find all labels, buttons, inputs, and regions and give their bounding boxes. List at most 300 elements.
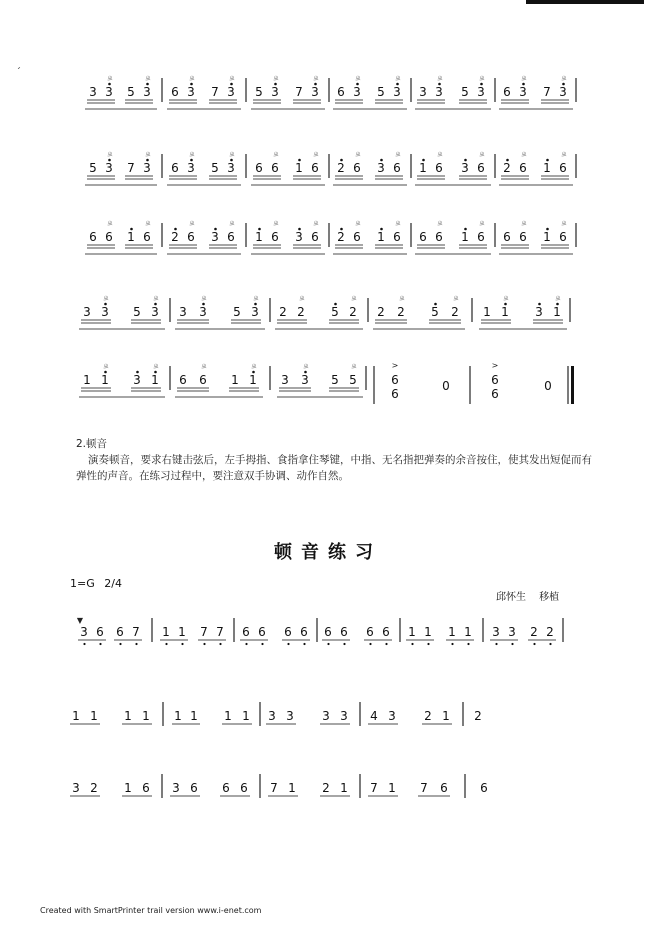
note-digit: 2 — [337, 230, 345, 244]
high-octave-dot — [154, 371, 157, 374]
note-digit: 1 — [142, 709, 150, 723]
note-digit: 6 — [435, 161, 443, 175]
note-digit: 3 — [151, 305, 159, 319]
time-signature: 2/4 — [104, 577, 122, 590]
note-digit: 6 — [503, 230, 511, 244]
note-digit: 3 — [388, 709, 396, 723]
note-digit: 2 — [424, 709, 432, 723]
fingering-mark: ㄓ — [394, 219, 402, 227]
note-digit: 7 — [216, 625, 224, 639]
note-digit: 6 — [491, 373, 499, 387]
fingering-mark: ㄓ — [452, 294, 460, 302]
low-octave-dot — [165, 643, 167, 645]
note-digit: 3 — [377, 161, 385, 175]
fingering-mark: ㄓ — [560, 219, 568, 227]
high-octave-dot — [190, 159, 193, 162]
note-digit: 6 — [271, 161, 279, 175]
fingering-mark: ㄓ — [478, 150, 486, 158]
note-digit: 6 — [440, 781, 448, 795]
note-digit: 2 — [377, 305, 385, 319]
note-digit: 6 — [187, 230, 195, 244]
note-digit: 1 — [543, 161, 551, 175]
note-digit: 5 — [349, 373, 357, 387]
fingering-mark: ㄓ — [554, 294, 562, 302]
low-octave-dot — [427, 643, 429, 645]
note-digit: 3 — [535, 305, 543, 319]
note-digit: 3 — [268, 709, 276, 723]
high-octave-dot — [380, 228, 383, 231]
note-digit: 2 — [322, 781, 330, 795]
note-digit: 6 — [271, 230, 279, 244]
note-digit: 6 — [340, 625, 348, 639]
note-digit: 2 — [503, 161, 511, 175]
note-digit: 7 — [370, 781, 378, 795]
note-digit: 1 — [127, 230, 135, 244]
low-octave-dot — [245, 643, 247, 645]
high-octave-dot — [438, 83, 441, 86]
low-octave-dot — [119, 643, 121, 645]
note-digit: 6 — [353, 161, 361, 175]
note-digit: 3 — [271, 85, 279, 99]
high-octave-dot — [396, 83, 399, 86]
note-digit: 6 — [105, 230, 113, 244]
high-octave-dot — [546, 228, 549, 231]
technique-section — [76, 436, 596, 484]
low-octave-dot — [467, 643, 469, 645]
high-octave-dot — [334, 303, 337, 306]
note-digit: 3 — [353, 85, 361, 99]
note-digit: 7 — [420, 781, 428, 795]
note-digit: 3 — [172, 781, 180, 795]
note-digit: 2 — [530, 625, 538, 639]
note-digit: 3 — [199, 305, 207, 319]
fingering-mark: ㄓ — [228, 219, 236, 227]
high-octave-dot — [136, 371, 139, 374]
note-digit: 1 — [124, 709, 132, 723]
note-digit: 2 — [397, 305, 405, 319]
note-digit: 1 — [543, 230, 551, 244]
note-digit: 3 — [477, 85, 485, 99]
high-octave-dot — [146, 83, 149, 86]
high-octave-dot — [556, 303, 559, 306]
note-digit: 3 — [227, 161, 235, 175]
low-octave-dot — [83, 643, 85, 645]
note-digit: 2 — [171, 230, 179, 244]
note-digit: 1 — [249, 373, 257, 387]
high-octave-dot — [380, 159, 383, 162]
note-digit: 3 — [187, 161, 195, 175]
fingering-mark: ㄓ — [436, 219, 444, 227]
breath-mark: ▼ — [76, 616, 84, 625]
fingering-mark: ㄓ — [188, 150, 196, 158]
low-octave-dot — [369, 643, 371, 645]
note-digit: 5 — [461, 85, 469, 99]
low-octave-dot — [411, 643, 413, 645]
note-digit: 1 — [255, 230, 263, 244]
fingering-mark: ㄓ — [152, 294, 160, 302]
note-digit: 5 — [89, 161, 97, 175]
note-digit: 6 — [227, 230, 235, 244]
fingering-mark: ㄓ — [272, 219, 280, 227]
note-digit: 3 — [340, 709, 348, 723]
note-digit: 1 — [461, 230, 469, 244]
note-digit: 1 — [72, 709, 80, 723]
note-digit: 1 — [242, 709, 250, 723]
key-signature: 1=G — [70, 577, 95, 590]
fingering-mark: ㄓ — [144, 219, 152, 227]
note-digit: 6 — [519, 161, 527, 175]
note-digit: 2 — [279, 305, 287, 319]
high-octave-dot — [480, 83, 483, 86]
note-digit: 6 — [559, 161, 567, 175]
note-digit: 6 — [382, 625, 390, 639]
high-octave-dot — [104, 303, 107, 306]
note-digit: 1 — [174, 709, 182, 723]
note-digit: 3 — [295, 230, 303, 244]
note-digit: 5 — [133, 305, 141, 319]
note-digit: 3 — [393, 85, 401, 99]
fingering-mark: ㄓ — [152, 362, 160, 370]
fingering-mark: ㄓ — [228, 150, 236, 158]
high-octave-dot — [154, 303, 157, 306]
high-octave-dot — [190, 83, 193, 86]
note-digit: 3 — [311, 85, 319, 99]
note-digit: 4 — [370, 709, 378, 723]
note-digit: 6 — [190, 781, 198, 795]
fingering-mark: ㄓ — [200, 362, 208, 370]
note-digit: 1 — [178, 625, 186, 639]
note-digit: 6 — [366, 625, 374, 639]
high-octave-dot — [422, 159, 425, 162]
note-digit: 5 — [233, 305, 241, 319]
note-digit: 3 — [211, 230, 219, 244]
note-digit: 6 — [240, 781, 248, 795]
note-digit: 6 — [171, 85, 179, 99]
fingering-mark: ㄓ — [102, 294, 110, 302]
note-digit: 6 — [143, 230, 151, 244]
fingering-mark: ㄓ — [188, 74, 196, 82]
high-octave-dot — [274, 83, 277, 86]
fingering-mark: ㄓ — [144, 150, 152, 158]
stray-mark: ˊ — [16, 67, 21, 78]
fingering-mark: ㄓ — [302, 362, 310, 370]
low-octave-dot — [385, 643, 387, 645]
fingering-mark: ㄓ — [312, 150, 320, 158]
fingering-mark: ㄓ — [272, 150, 280, 158]
fingering-mark: ㄓ — [560, 74, 568, 82]
high-octave-dot — [538, 303, 541, 306]
note-digit: 3 — [83, 305, 91, 319]
low-octave-dot — [495, 643, 497, 645]
fingering-mark: ㄓ — [312, 219, 320, 227]
note-digit: 2 — [451, 305, 459, 319]
fingering-mark: ㄓ — [350, 362, 358, 370]
final-bar-thick — [571, 366, 574, 404]
low-octave-dot — [99, 643, 101, 645]
note-digit: 3 — [492, 625, 500, 639]
note-digit: 7 — [127, 161, 135, 175]
fingering-mark: ㄓ — [394, 74, 402, 82]
fingering-mark: ㄓ — [502, 294, 510, 302]
low-octave-dot — [181, 643, 183, 645]
note-digit: 1 — [442, 709, 450, 723]
note-digit: 6 — [491, 387, 499, 401]
low-octave-dot — [261, 643, 263, 645]
note-digit: 6 — [353, 230, 361, 244]
high-octave-dot — [340, 159, 343, 162]
note-digit: 6 — [116, 625, 124, 639]
footer-watermark: Created with SmartPrinter trail version www.i-enet.com — [40, 906, 262, 915]
fingering-mark: ㄓ — [102, 362, 110, 370]
fingering-mark: ㄓ — [200, 294, 208, 302]
note-digit: 1 — [464, 625, 472, 639]
note-digit: 3 — [80, 625, 88, 639]
note-digit: 1 — [162, 625, 170, 639]
high-octave-dot — [504, 303, 507, 306]
note-digit: 7 — [132, 625, 140, 639]
low-octave-dot — [533, 643, 535, 645]
high-octave-dot — [464, 159, 467, 162]
fingering-mark: ㄓ — [312, 74, 320, 82]
note-digit: 1 — [288, 781, 296, 795]
low-octave-dot — [219, 643, 221, 645]
fingering-mark: ㄓ — [250, 362, 258, 370]
note-digit: 3 — [301, 373, 309, 387]
note-digit: 6 — [391, 373, 399, 387]
note-digit: 7 — [543, 85, 551, 99]
low-octave-dot — [327, 643, 329, 645]
key-meter — [70, 577, 122, 590]
technique-paragraph: 演奏顿音，要求右键击弦后，左手拇指、食指拿住琴键，中指、无名指把弹奏的余音按住，使其发出短促而有弹性的声音。在练习过程中，要注意双手协调、动作自然。 — [76, 454, 592, 482]
note-digit: 1 — [553, 305, 561, 319]
fingering-mark: ㄓ — [106, 150, 114, 158]
note-digit: 6 — [435, 230, 443, 244]
high-octave-dot — [356, 83, 359, 86]
note-digit: 3 — [251, 305, 259, 319]
note-digit: 6 — [300, 625, 308, 639]
note-digit: 5 — [431, 305, 439, 319]
accent-mark: > — [491, 361, 499, 370]
fingering-mark: ㄓ — [106, 219, 114, 227]
note-digit: 3 — [519, 85, 527, 99]
high-octave-dot — [314, 83, 317, 86]
note-digit: 6 — [503, 85, 511, 99]
high-octave-dot — [434, 303, 437, 306]
note-digit: 1 — [151, 373, 159, 387]
note-digit: 3 — [508, 625, 516, 639]
fingering-mark: ㄓ — [228, 74, 236, 82]
fingering-mark: ㄓ — [520, 150, 528, 158]
fingering-mark: ㄓ — [394, 150, 402, 158]
note-digit: 1 — [190, 709, 198, 723]
high-octave-dot — [108, 83, 111, 86]
note-digit: 6 — [311, 230, 319, 244]
note-digit: 6 — [477, 230, 485, 244]
fingering-mark: ㄓ — [354, 150, 362, 158]
note-digit: 3 — [559, 85, 567, 99]
low-octave-dot — [203, 643, 205, 645]
note-digit: 1 — [231, 373, 239, 387]
low-octave-dot — [287, 643, 289, 645]
high-octave-dot — [230, 83, 233, 86]
fingering-mark: ㄓ — [436, 74, 444, 82]
note-digit: 3 — [187, 85, 195, 99]
note-digit: 6 — [89, 230, 97, 244]
note-digit: 3 — [435, 85, 443, 99]
note-digit: 3 — [281, 373, 289, 387]
fingering-mark: ㄓ — [354, 219, 362, 227]
high-octave-dot — [252, 371, 255, 374]
note-digit: 3 — [105, 161, 113, 175]
high-octave-dot — [174, 228, 177, 231]
high-octave-dot — [304, 371, 307, 374]
note-digit: 3 — [179, 305, 187, 319]
fingering-mark: ㄓ — [398, 294, 406, 302]
high-octave-dot — [298, 228, 301, 231]
note-digit: 7 — [295, 85, 303, 99]
note-digit: 3 — [143, 161, 151, 175]
note-digit: 6 — [337, 85, 345, 99]
note-digit: 2 — [337, 161, 345, 175]
note-digit: 2 — [297, 305, 305, 319]
note-digit: 6 — [179, 373, 187, 387]
low-octave-dot — [511, 643, 513, 645]
fingering-mark: ㄓ — [106, 74, 114, 82]
high-octave-dot — [464, 228, 467, 231]
note-digit: 5 — [331, 373, 339, 387]
high-octave-dot — [130, 228, 133, 231]
note-digit: 3 — [227, 85, 235, 99]
note-digit: 2 — [474, 709, 482, 723]
note-digit: 6 — [393, 161, 401, 175]
note-digit: 6 — [311, 161, 319, 175]
note-digit: 6 — [391, 387, 399, 401]
note-digit: 1 — [295, 161, 303, 175]
note-digit: 1 — [419, 161, 427, 175]
high-octave-dot — [108, 159, 111, 162]
note-digit: 3 — [72, 781, 80, 795]
high-octave-dot — [202, 303, 205, 306]
note-digit: 1 — [83, 373, 91, 387]
note-digit: 5 — [331, 305, 339, 319]
rest-digit: 0 — [442, 379, 450, 393]
note-digit: 1 — [424, 625, 432, 639]
note-digit: 1 — [124, 781, 132, 795]
high-octave-dot — [146, 159, 149, 162]
high-octave-dot — [214, 228, 217, 231]
note-digit: 1 — [224, 709, 232, 723]
high-octave-dot — [254, 303, 257, 306]
note-digit: 3 — [105, 85, 113, 99]
note-digit: 3 — [322, 709, 330, 723]
high-octave-dot — [258, 228, 261, 231]
note-digit: 6 — [519, 230, 527, 244]
note-digit: 6 — [477, 161, 485, 175]
note-digit: 6 — [96, 625, 104, 639]
note-digit: 6 — [480, 781, 488, 795]
note-digit: 6 — [171, 161, 179, 175]
arranger-credit: 邱怀生 移植 — [496, 592, 560, 603]
note-digit: 7 — [270, 781, 278, 795]
note-digit: 7 — [200, 625, 208, 639]
fingering-mark: ㄓ — [520, 74, 528, 82]
low-octave-dot — [343, 643, 345, 645]
note-digit: 3 — [286, 709, 294, 723]
note-digit: 2 — [546, 625, 554, 639]
piece-title: 顿音练习 — [274, 542, 382, 563]
fingering-mark: ㄓ — [298, 294, 306, 302]
high-octave-dot — [230, 159, 233, 162]
note-digit: 1 — [448, 625, 456, 639]
low-octave-dot — [451, 643, 453, 645]
note-digit: 1 — [90, 709, 98, 723]
note-digit: 6 — [324, 625, 332, 639]
note-digit: 1 — [377, 230, 385, 244]
note-digit: 3 — [419, 85, 427, 99]
high-octave-dot — [340, 228, 343, 231]
note-digit: 5 — [255, 85, 263, 99]
note-digit: 6 — [199, 373, 207, 387]
note-digit: 5 — [377, 85, 385, 99]
note-digit: 1 — [388, 781, 396, 795]
note-digit: 2 — [90, 781, 98, 795]
low-octave-dot — [549, 643, 551, 645]
fingering-mark: ㄓ — [144, 74, 152, 82]
note-digit: 1 — [340, 781, 348, 795]
fingering-mark: ㄓ — [520, 219, 528, 227]
note-digit: 2 — [349, 305, 357, 319]
note-digit: 6 — [393, 230, 401, 244]
note-digit: 3 — [89, 85, 97, 99]
note-digit: 3 — [101, 305, 109, 319]
fingering-mark: ㄓ — [436, 150, 444, 158]
high-octave-dot — [562, 83, 565, 86]
fingering-mark: ㄓ — [350, 294, 358, 302]
fingering-mark: ㄓ — [252, 294, 260, 302]
fingering-mark: ㄓ — [560, 150, 568, 158]
technique-heading: 2.顿音 — [76, 438, 108, 450]
note-digit: 1 — [483, 305, 491, 319]
high-octave-dot — [298, 159, 301, 162]
high-octave-dot — [546, 159, 549, 162]
note-digit: 6 — [559, 230, 567, 244]
fingering-mark: ㄓ — [272, 74, 280, 82]
fingering-mark: ㄓ — [354, 74, 362, 82]
low-octave-dot — [135, 643, 137, 645]
note-digit: 6 — [284, 625, 292, 639]
note-digit: 7 — [211, 85, 219, 99]
high-octave-dot — [522, 83, 525, 86]
note-digit: 1 — [501, 305, 509, 319]
note-digit: 5 — [127, 85, 135, 99]
low-octave-dot — [303, 643, 305, 645]
note-digit: 6 — [419, 230, 427, 244]
note-digit: 6 — [142, 781, 150, 795]
fingering-mark: ㄓ — [478, 219, 486, 227]
note-digit: 6 — [222, 781, 230, 795]
note-digit: 6 — [255, 161, 263, 175]
rest-digit: 0 — [544, 379, 552, 393]
high-octave-dot — [506, 159, 509, 162]
note-digit: 6 — [242, 625, 250, 639]
note-digit: 3 — [143, 85, 151, 99]
note-digit: 5 — [211, 161, 219, 175]
note-digit: 6 — [258, 625, 266, 639]
high-octave-dot — [104, 371, 107, 374]
note-digit: 3 — [133, 373, 141, 387]
note-digit: 3 — [461, 161, 469, 175]
fingering-mark: ㄓ — [188, 219, 196, 227]
